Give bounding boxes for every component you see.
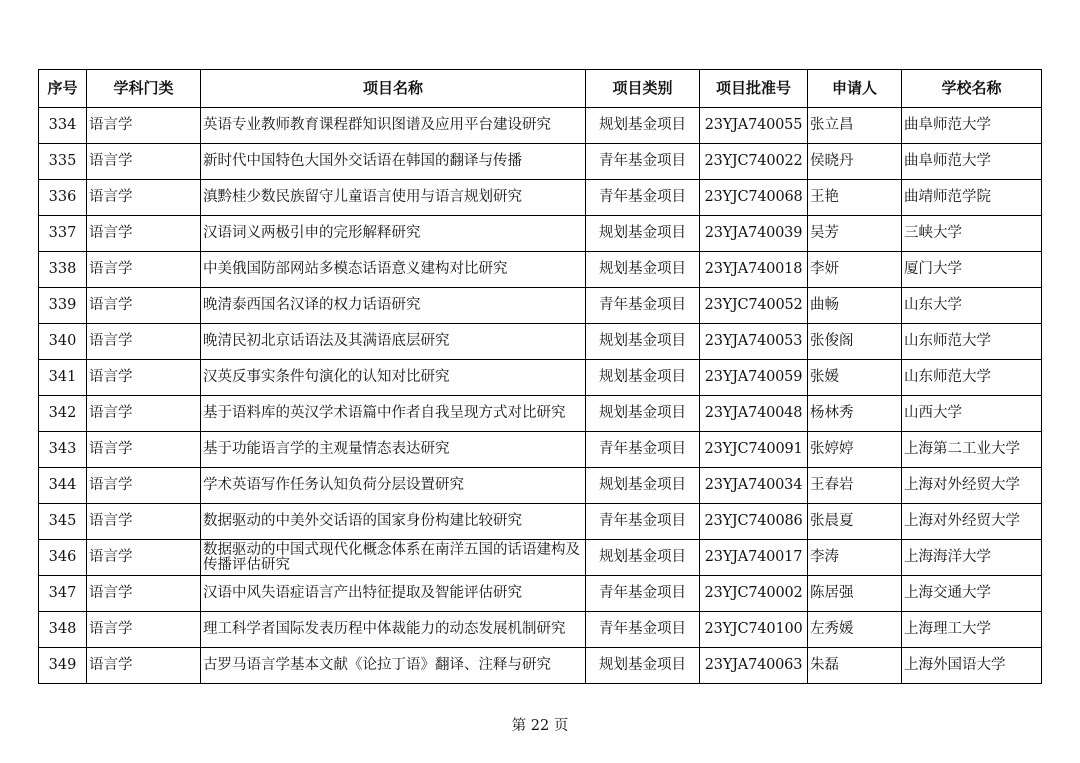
table-row xyxy=(39,288,1042,324)
table-row xyxy=(39,612,1042,648)
discipline-cell: 语言学 xyxy=(87,468,201,504)
row-index: 347 xyxy=(39,576,87,612)
row-index: 345 xyxy=(39,504,87,540)
project-name-cell: 晚清泰西国名汉译的权力话语研究 xyxy=(201,288,586,324)
row-index: 338 xyxy=(39,252,87,288)
applicant-cell: 朱磊 xyxy=(808,648,902,684)
discipline-cell: 语言学 xyxy=(87,576,201,612)
approval-number-cell: 23YJA740053 xyxy=(700,324,808,360)
project-name-cell: 数据驱动的中美外交话语的国家身份构建比较研究 xyxy=(201,504,586,540)
approval-number-cell: 23YJC740022 xyxy=(700,144,808,180)
project-type-cell: 青年基金项目 xyxy=(586,504,700,540)
school-cell: 曲阜师范大学 xyxy=(902,144,1042,180)
school-cell: 上海第二工业大学 xyxy=(902,432,1042,468)
applicant-cell: 张立昌 xyxy=(808,108,902,144)
page-number: 第 22 页 xyxy=(511,718,569,734)
row-index: 334 xyxy=(39,108,87,144)
project-type-cell: 规划基金项目 xyxy=(586,360,700,396)
project-name-cell: 滇黔桂少数民族留守儿童语言使用与语言规划研究 xyxy=(201,180,586,216)
project-type-cell: 青年基金项目 xyxy=(586,180,700,216)
project-name-cell: 汉语词义两极引申的完形解释研究 xyxy=(201,216,586,252)
approval-number-cell: 23YJA740059 xyxy=(700,360,808,396)
project-name-cell: 中美俄国防部网站多模态话语意义建构对比研究 xyxy=(201,252,586,288)
table-row xyxy=(39,468,1042,504)
school-cell: 上海交通大学 xyxy=(902,576,1042,612)
project-type-cell: 规划基金项目 xyxy=(586,540,700,576)
approval-number-cell: 23YJA740034 xyxy=(700,468,808,504)
approval-number-cell: 23YJC740002 xyxy=(700,576,808,612)
school-cell: 曲靖师范学院 xyxy=(902,180,1042,216)
approval-number-cell: 23YJC740100 xyxy=(700,612,808,648)
project-type-cell: 规划基金项目 xyxy=(586,396,700,432)
project-type-cell: 规划基金项目 xyxy=(586,468,700,504)
applicant-cell: 曲畅 xyxy=(808,288,902,324)
project-type-cell: 青年基金项目 xyxy=(586,144,700,180)
school-cell: 山东师范大学 xyxy=(902,324,1042,360)
discipline-cell: 语言学 xyxy=(87,324,201,360)
project-name-cell: 汉语中风失语症语言产出特征提取及智能评估研究 xyxy=(201,576,586,612)
applicant-cell: 侯晓丹 xyxy=(808,144,902,180)
project-name-cell: 新时代中国特色大国外交话语在韩国的翻译与传播 xyxy=(201,144,586,180)
table-body xyxy=(39,108,1042,684)
school-cell: 三峡大学 xyxy=(902,216,1042,252)
approval-number-cell: 23YJA740055 xyxy=(700,108,808,144)
discipline-cell: 语言学 xyxy=(87,144,201,180)
approval-number-cell: 23YJC740068 xyxy=(700,180,808,216)
row-index: 339 xyxy=(39,288,87,324)
approval-number-cell: 23YJA740017 xyxy=(700,540,808,576)
row-index: 335 xyxy=(39,144,87,180)
applicant-cell: 张婷婷 xyxy=(808,432,902,468)
table-row xyxy=(39,108,1042,144)
applicant-cell: 杨林秀 xyxy=(808,396,902,432)
discipline-cell: 语言学 xyxy=(87,396,201,432)
project-name-cell: 学术英语写作任务认知负荷分层设置研究 xyxy=(201,468,586,504)
col-header-project-type: 项目类别 xyxy=(586,70,700,108)
discipline-cell: 语言学 xyxy=(87,108,201,144)
table-row xyxy=(39,540,1042,576)
project-type-cell: 规划基金项目 xyxy=(586,252,700,288)
discipline-cell: 语言学 xyxy=(87,252,201,288)
project-type-cell: 青年基金项目 xyxy=(586,432,700,468)
school-cell: 上海理工大学 xyxy=(902,612,1042,648)
project-name-cell: 基于功能语言学的主观量情态表达研究 xyxy=(201,432,586,468)
table-row xyxy=(39,216,1042,252)
table-row xyxy=(39,252,1042,288)
row-index: 342 xyxy=(39,396,87,432)
table-row xyxy=(39,648,1042,684)
table-row xyxy=(39,180,1042,216)
applicant-cell: 左秀媛 xyxy=(808,612,902,648)
school-cell: 上海外国语大学 xyxy=(902,648,1042,684)
approval-number-cell: 23YJA740018 xyxy=(700,252,808,288)
project-name-cell: 基于语料库的英汉学术语篇中作者自我呈现方式对比研究 xyxy=(201,396,586,432)
col-header-index: 序号 xyxy=(39,70,87,108)
table-row xyxy=(39,396,1042,432)
project-name-cell: 晚清民初北京话语法及其满语底层研究 xyxy=(201,324,586,360)
project-type-cell: 规划基金项目 xyxy=(586,324,700,360)
discipline-cell: 语言学 xyxy=(87,360,201,396)
row-index: 348 xyxy=(39,612,87,648)
approval-number-cell: 23YJA740048 xyxy=(700,396,808,432)
school-cell: 上海对外经贸大学 xyxy=(902,468,1042,504)
row-index: 337 xyxy=(39,216,87,252)
discipline-cell: 语言学 xyxy=(87,288,201,324)
school-cell: 厦门大学 xyxy=(902,252,1042,288)
col-header-project-name: 项目名称 xyxy=(201,70,586,108)
discipline-cell: 语言学 xyxy=(87,540,201,576)
discipline-cell: 语言学 xyxy=(87,504,201,540)
table-row xyxy=(39,360,1042,396)
col-header-applicant: 申请人 xyxy=(808,70,902,108)
row-index: 343 xyxy=(39,432,87,468)
project-type-cell: 规划基金项目 xyxy=(586,216,700,252)
project-name-cell: 数据驱动的中国式现代化概念体系在南洋五国的话语建构及传播评估研究 xyxy=(201,540,586,576)
project-type-cell: 规划基金项目 xyxy=(586,108,700,144)
col-header-approval-number: 项目批准号 xyxy=(700,70,808,108)
school-cell: 上海海洋大学 xyxy=(902,540,1042,576)
row-index: 344 xyxy=(39,468,87,504)
project-type-cell: 青年基金项目 xyxy=(586,288,700,324)
project-type-cell: 青年基金项目 xyxy=(586,612,700,648)
applicant-cell: 王艳 xyxy=(808,180,902,216)
row-index: 341 xyxy=(39,360,87,396)
discipline-cell: 语言学 xyxy=(87,612,201,648)
row-index: 349 xyxy=(39,648,87,684)
approval-number-cell: 23YJC740052 xyxy=(700,288,808,324)
col-header-discipline: 学科门类 xyxy=(87,70,201,108)
approval-number-cell: 23YJA740039 xyxy=(700,216,808,252)
project-name-cell: 英语专业教师教育课程群知识图谱及应用平台建设研究 xyxy=(201,108,586,144)
discipline-cell: 语言学 xyxy=(87,432,201,468)
header-row xyxy=(39,70,1042,108)
project-type-cell: 规划基金项目 xyxy=(586,648,700,684)
approval-number-cell: 23YJA740063 xyxy=(700,648,808,684)
project-name-cell: 汉英反事实条件句演化的认知对比研究 xyxy=(201,360,586,396)
project-name-cell: 古罗马语言学基本文献《论拉丁语》翻译、注释与研究 xyxy=(201,648,586,684)
applicant-cell: 李涛 xyxy=(808,540,902,576)
table-row xyxy=(39,144,1042,180)
applicant-cell: 陈居强 xyxy=(808,576,902,612)
discipline-cell: 语言学 xyxy=(87,216,201,252)
approval-number-cell: 23YJC740091 xyxy=(700,432,808,468)
applicant-cell: 张媛 xyxy=(808,360,902,396)
school-cell: 山东师范大学 xyxy=(902,360,1042,396)
table-row xyxy=(39,576,1042,612)
row-index: 340 xyxy=(39,324,87,360)
table-row xyxy=(39,504,1042,540)
discipline-cell: 语言学 xyxy=(87,648,201,684)
approval-number-cell: 23YJC740086 xyxy=(700,504,808,540)
school-cell: 上海对外经贸大学 xyxy=(902,504,1042,540)
school-cell: 山西大学 xyxy=(902,396,1042,432)
table-row xyxy=(39,324,1042,360)
row-index: 336 xyxy=(39,180,87,216)
project-type-cell: 青年基金项目 xyxy=(586,576,700,612)
project-table xyxy=(38,69,1042,684)
applicant-cell: 张俊阁 xyxy=(808,324,902,360)
col-header-school: 学校名称 xyxy=(902,70,1042,108)
applicant-cell: 李妍 xyxy=(808,252,902,288)
applicant-cell: 王春岩 xyxy=(808,468,902,504)
table-row xyxy=(39,432,1042,468)
applicant-cell: 吴芳 xyxy=(808,216,902,252)
applicant-cell: 张晨夏 xyxy=(808,504,902,540)
project-name-cell: 理工科学者国际发表历程中体裁能力的动态发展机制研究 xyxy=(201,612,586,648)
row-index: 346 xyxy=(39,540,87,576)
discipline-cell: 语言学 xyxy=(87,180,201,216)
school-cell: 曲阜师范大学 xyxy=(902,108,1042,144)
school-cell: 山东大学 xyxy=(902,288,1042,324)
